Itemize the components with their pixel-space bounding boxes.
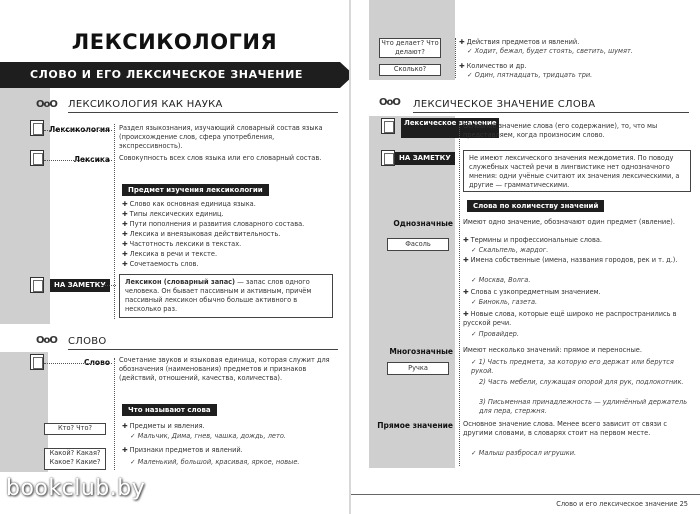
meaning-item: ✓ 1) Часть предмета, за которую его держат или берутся рукой. (471, 358, 674, 375)
section-title: ЛЕКСИКОЛОГИЯ КАК НАУКА (68, 99, 223, 110)
example: ✓ Маленький, большой, красивая, яркое, новые. (130, 458, 300, 466)
dotted-leader (44, 160, 112, 161)
question-box: Что делает? Что делают? (379, 38, 441, 58)
term-mnogo: Многозначные (389, 347, 453, 356)
top-item: ✚ Действия предметов и явлений. (459, 38, 580, 46)
chapter-band: СЛОВО И ЕГО ЛЕКСИЧЕСКОЕ ЗНАЧЕНИЕ (0, 62, 340, 88)
page-footer: Слово и его лексическое значение 25 (556, 500, 688, 508)
definition-mnogo: Имеют несколько значений: прямое и переносные. (463, 346, 642, 354)
section-title: ЛЕКСИЧЕСКОЕ ЗНАЧЕНИЕ СЛОВА (413, 99, 596, 110)
example: ✓ Скальпель, жардог. (471, 246, 549, 254)
naming-heading: Что называют слова (122, 404, 217, 416)
book-icon (30, 354, 44, 370)
page-title: ЛЕКСИКОЛОГИЯ (71, 30, 278, 54)
example-word-box: Ручка (387, 362, 449, 375)
book-icon (30, 150, 44, 166)
question-box: Сколько? (379, 64, 441, 76)
subject-item: ✚ Сочетаемость слов. (122, 260, 199, 268)
footer-divider (351, 494, 700, 495)
term-lex: Лексическое значение (401, 118, 499, 138)
definition-slovo: Сочетание звуков и языковая единица, которая служит для обозначения (наименования) предметов и признаков (действий, отношений, качества, количества). (119, 356, 330, 382)
odno-item: ✚ Имена собственные (имена, названия городов, рек и т. д.). (463, 256, 678, 264)
subject-item: ✚ Частотность лексики в текстах. (122, 240, 242, 248)
naming-item: ✚ Предметы и явления. (122, 422, 205, 430)
glasses-icon: ОоО (379, 97, 400, 108)
definition-lexicology: Раздел языкознания, изучающий словарный состав языка (происхождение слов, сфера употребления, экспрессивность). (119, 124, 323, 150)
definition-lex: Основное значение слова (его содержание), то, что мы представляем, когда произносим слово. (463, 122, 658, 139)
meaning-item: 3) Письменная принадлежность — удлинённый держатель для пера, стержня. (479, 398, 688, 415)
example-word-box: Фасоль (387, 238, 449, 251)
note-box: Не имеют лексического значения междометия. По поводу служебных частей речи в лингвистике нет однозначного мнения: одни учёные считают их значения лексическими, а другие — грамматическими. (463, 150, 691, 192)
dotted-leader (44, 130, 112, 131)
naming-item: ✚ Признаки предметов и явлений. (122, 446, 243, 454)
divider (68, 349, 338, 350)
term-lexicology: Лексикология (49, 125, 110, 134)
term-pryamoe: Прямое значение (377, 421, 453, 430)
example: ✓ Малыш разбросал игрушки. (471, 449, 577, 457)
right-page (351, 0, 700, 514)
example: ✓ Один, пятнадцать, тридцать три. (467, 71, 593, 79)
example: ✓ Бинокль, газета. (471, 298, 538, 306)
subject-item: ✚ Пути пополнения и развития словарного состава. (122, 220, 305, 228)
note-label: НА ЗАМЕТКУ (395, 152, 455, 165)
vertical-leader (455, 38, 456, 78)
odno-item: ✚ Термины и профессиональные слова. (463, 236, 602, 244)
graduation-cap-icon (381, 150, 395, 166)
count-heading: Слова по количеству значений (467, 200, 604, 212)
example: ✓ Провайдер. (471, 330, 519, 338)
subject-item: ✚ Типы лексических единиц. (122, 210, 224, 218)
example: ✓ Ходит, бежал, будет стоять, светить, шумят. (467, 47, 633, 55)
grey-column (0, 352, 48, 472)
term-lexika: Лексика (73, 155, 110, 164)
question-box: Кто? Что? (44, 423, 106, 435)
vertical-leader (114, 124, 115, 319)
note-label: НА ЗАМЕТКУ (50, 279, 110, 292)
definition-odno: Имеют одно значение, обозначают один предмет (явление). (463, 218, 675, 226)
left-page (0, 0, 349, 514)
divider (68, 112, 338, 113)
example: ✓ Москва, Волга. (471, 276, 531, 284)
graduation-cap-icon (30, 277, 44, 293)
glasses-icon: ОоО (36, 99, 57, 110)
book-icon (381, 118, 395, 134)
book-icon (30, 120, 44, 136)
vertical-leader (459, 122, 460, 466)
definition-lexika: Совокупность всех слов языка или его словарный состав. (119, 154, 322, 162)
meaning-item: 2) Часть мебели, служащая опорой для рук, подлокотник. (479, 378, 684, 386)
grey-column (369, 116, 455, 468)
dotted-leader (44, 363, 112, 364)
top-item: ✚ Количество и др. (459, 62, 527, 70)
subject-item: ✚ Лексика в речи и тексте. (122, 250, 218, 258)
example: ✓ Мальчик, Дима, гнев, чашка, дождь, лето. (130, 432, 286, 440)
vertical-leader (114, 358, 115, 470)
definition-pryamoe: Основное значение слова. Менее всего зависит от связи с другими словами, в словарях стоит на первом месте. (463, 420, 668, 437)
section-title: СЛОВО (68, 336, 107, 347)
divider (413, 112, 689, 113)
term-odno: Однозначные (393, 219, 453, 228)
odno-item: ✚ Слова с узкопредметным значением. (463, 288, 601, 296)
question-box: Какой? Какая? Какое? Какие? (44, 448, 106, 470)
subject-item: ✚ Слово как основная единица языка. (122, 200, 256, 208)
dotted-leader (102, 285, 116, 286)
odno-item: ✚ Новые слова, которые ещё широко не распространились в русской речи. (463, 310, 677, 327)
term-slovo: Слово (83, 358, 110, 367)
watermark: bookclub.by (6, 476, 146, 501)
glasses-icon: ОоО (36, 335, 57, 346)
note-box: Лексикон (словарный запас) — запас слов одного человека. Он бывает пассивным и активным, причём пассивный лексикон обычно больше активного в несколько раз. (119, 274, 333, 318)
subject-heading: Предмет изучения лексикологии (122, 184, 269, 196)
subject-item: ✚ Лексика и внеязыковая действительность. (122, 230, 281, 238)
